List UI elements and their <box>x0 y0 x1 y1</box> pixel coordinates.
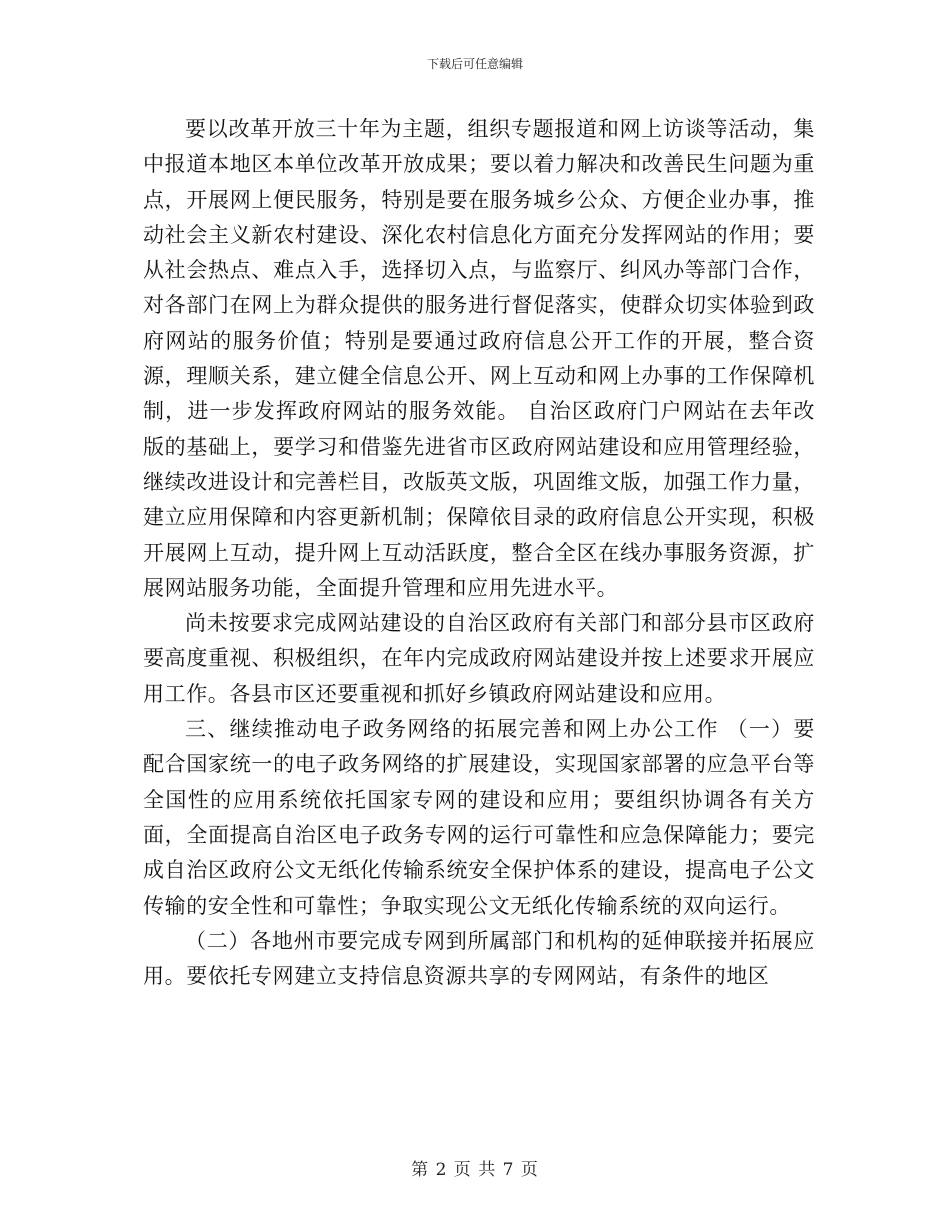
paragraph: 三、继续推动电子政务网络的拓展完善和网上办公工作 （一）要配合国家统一的电子政务网络的扩展建设，实现国家部署的应急平台等全国性的应用系统依托国家专网的建设和应用；要组织协调各有关方面，全面提高自治区电子政务专网的运行可靠性和应急保障能力；要完成自治区政府公文无纸化传输系统安全保护体系的建设，提高电子公文传输的安全性和可靠性；争取实现公文无纸化传输系统的双向运行。 <box>143 717 815 918</box>
paragraph: 尚未按要求完成网站建设的自治区政府有关部门和部分县市区政府要高度重视、积极组织，在年内完成政府网站建设并按上述要求开展应用工作。各县市区还要重视和抓好乡镇政府网站建设和应用。 <box>143 611 815 706</box>
page-number-footer: 第 2 页 共 7 页 <box>411 1160 539 1180</box>
paragraph: 要以改革开放三十年为主题，组织专题报道和网上访谈等活动，集中报道本地区本单位改革开放成果；要以着力解决和改善民生问题为重点，开展网上便民服务，特别是要在服务城乡公众、方便企业办事，推动社会主义新农村建设、深化农村信息化方面充分发挥网站的作用；要从社会热点、难点入手，选择切入点，与监察厅、纠风办等部门合作，对各部门在网上为群众提供的服务进行督促落实，使群众切实体验到政府网站的服务价值；特别是要通过政府信息公开工作的开展，整合资源，理顺关系，建立健全信息公开、网上互动和网上办事的工作保障机制，进一步发挥政府网站的服务效能。 自治区政府门户网站在去年改版的基础上，要学习和借鉴先进省市区政府网站建设和应用管理经验，继续改进设计和完善栏目，改版英文版，巩固维文版，加强工作力量，建立应用保障和内容更新机制；保障依目录的政府信息公开实现，积极开展网上互动，提升网上互动活跃度，整合全区在线办事服务资源，扩展网站服务功能，全面提升管理和应用先进水平。 <box>143 117 815 600</box>
page-header-note: 下载后可任意编辑 <box>426 57 523 71</box>
paragraph: （二）各地州市要完成专网到所属部门和机构的延伸联接并拓展应用。要依托专网建立支持信息资源共享的专网网站，有条件的地区 <box>143 928 815 989</box>
document-body <box>143 112 815 994</box>
